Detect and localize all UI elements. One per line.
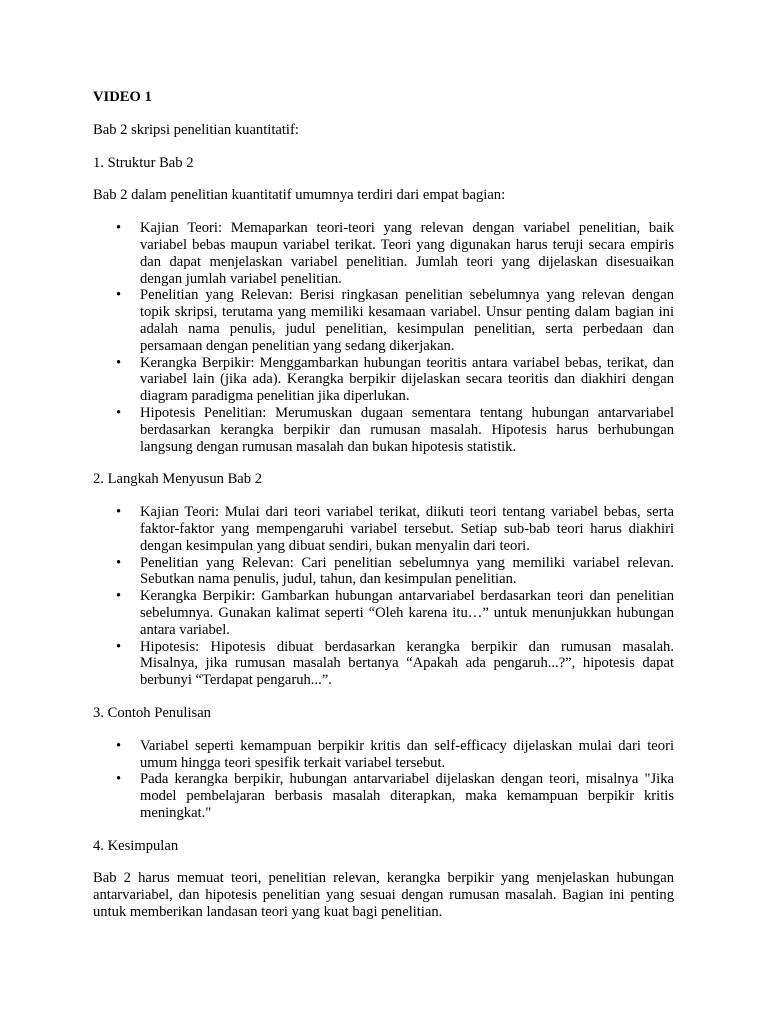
list-item: • Kajian Teori: Mulai dari teori variabel terikat, diikuti teori tentang variabel bebas, serta faktor-faktor yang mempengaruhi variabel tersebut. Setiap sub-bab teori harus diakhiri dengan kesimpulan yang dibuat sendiri, bukan menyalin dari teori. [93,504,674,554]
bullet-list-langkah [93,504,674,689]
list-item: • Penelitian yang Relevan: Cari penelitian sebelumnya yang memiliki variabel relevan. Sebutkan nama penulis, judul, tahun, dan kesimpulan penelitian. [93,555,674,589]
list-item: • Pada kerangka berpikir, hubungan antarvariabel dijelaskan dengan teori, misalnya "Jika model pembelajaran berbasis masalah diterapkan, maka kemampuan berpikir kritis meningkat." [93,771,674,821]
bullet-list-struktur [93,220,674,455]
list-item: • Kerangka Berpikir: Gambarkan hubungan antarvariabel berdasarkan teori dan penelitian sebelumnya. Gunakan kalimat seperti “Oleh karena itu…” untuk menunjukkan hubungan antara variabel. [93,588,674,638]
list-item: • Hipotesis Penelitian: Merumuskan dugaan sementara tentang hubungan antarvariabel berdasarkan kerangka berpikir dan rumusan masalah. Hipotesis harus berhubungan langsung dengan rumusan masalah dan bukan hipotesis statistik. [93,405,674,455]
list-item: • Hipotesis: Hipotesis dibuat berdasarkan kerangka berpikir dan rumusan masalah. Misalnya, jika rumusan masalah bertanya “Apakah ada pengaruh...?”, hipotesis dapat berbunyi “Terdapat pengaruh...”. [93,639,674,689]
section-heading-struktur: 1. Struktur Bab 2 [93,154,194,171]
bullet-list-contoh [93,738,674,822]
conclusion-paragraph: Bab 2 harus memuat teori, penelitian relevan, kerangka berpikir yang menjelaskan hubungan antarvariabel, dan hipotesis penelitian yang sesuai dengan rumusan masalah. Bagian ini penting untuk memberikan landasan teori yang kuat bagi penelitian. [93,870,674,921]
list-item: • Variabel seperti kemampuan berpikir kritis dan self-efficacy dijelaskan mulai dari teori umum hingga teori spesifik terkait variabel tersebut. [93,738,674,772]
list-item: • Penelitian yang Relevan: Berisi ringkasan penelitian sebelumnya yang relevan dengan topik skripsi, terutama yang memiliki kesamaan variabel. Unsur penting dalam bagian ini adalah nama penulis, judul penelitian, kesimpulan penelitian, serta perbedaan dan persamaan dengan penelitian yang sedang dikerjakan. [93,287,674,354]
document-title: VIDEO 1 [93,89,152,105]
section-heading-kesimpulan: 4. Kesimpulan [93,837,179,854]
section-heading-langkah: 2. Langkah Menyusun Bab 2 [93,471,263,488]
intro-line: Bab 2 skripsi penelitian kuantitatif: [93,121,299,138]
document-page [93,89,674,937]
list-item: • Kerangka Berpikir: Menggambarkan hubungan teoritis antara variabel bebas, terikat, dan variabel lain (jika ada). Kerangka berpikir dijelaskan secara teoritis dan diakhiri dengan diagram paradigma penelitian jika diperlukan. [93,355,674,405]
section-lead-struktur: Bab 2 dalam penelitian kuantitatif umumnya terdiri dari empat bagian: [93,187,506,204]
list-item: • Kajian Teori: Memaparkan teori-teori yang relevan dengan variabel penelitian, baik variabel bebas maupun variabel terikat. Teori yang digunakan harus teruji secara empiris dan dapat menjelaskan variabel penelitian. Jumlah teori yang dijelaskan disesuaikan dengan jumlah variabel penelitian. [93,220,674,287]
section-heading-contoh: 3. Contoh Penulisan [93,704,211,721]
